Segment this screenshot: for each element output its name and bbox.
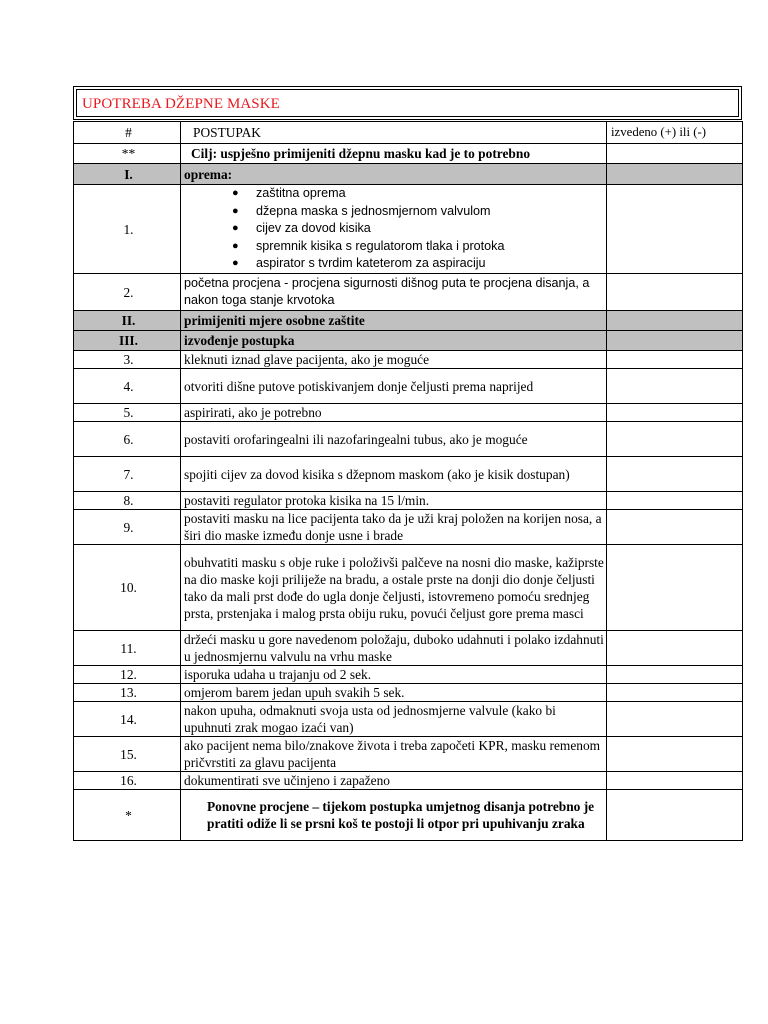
row-result-cell[interactable] <box>607 404 743 422</box>
row-num: 9. <box>74 510 181 545</box>
title-inner-border <box>76 89 739 117</box>
row-num: 13. <box>74 684 181 702</box>
row-result-cell[interactable] <box>607 492 743 510</box>
table-row <box>74 492 743 510</box>
page-title: UPOTREBA DŽEPNE MASKE <box>82 96 280 112</box>
row-text: nakon upuha, odmaknuti svoja usta od jednosmjerne valvule (kako bi upuhnuti zrak mogao izaći van) <box>181 702 607 737</box>
row-num: 3. <box>74 351 181 369</box>
final-text: Ponovne procjene – tijekom postupka umjetnog disanja potrebno je pratiti odiže li se prsni koš te postoji li otpor pri upuhivanju zraka <box>181 790 607 841</box>
table-row <box>74 737 743 772</box>
row-result-cell[interactable] <box>607 666 743 684</box>
row-num: 16. <box>74 772 181 790</box>
table-row <box>74 510 743 545</box>
header-postupak: POSTUPAK <box>181 122 607 144</box>
header-izvedeno: izvedeno (+) ili (-) <box>607 122 743 144</box>
row-result-cell[interactable] <box>607 422 743 457</box>
row-text: otvoriti dišne putove potiskivanjem donje čeljusti prema naprijed <box>181 369 607 404</box>
section-1-text: oprema: <box>181 164 607 185</box>
table-row <box>74 457 743 492</box>
section-2-text: primijeniti mjere osobne zaštite <box>181 311 607 331</box>
equipment-list-cell <box>181 185 607 274</box>
row-text: početna procjena - procjena sigurnosti dišnog puta te procjena disanja, a nakon toga stanje krvotoka <box>181 274 607 311</box>
row-num: 15. <box>74 737 181 772</box>
row-text: obuhvatiti masku s obje ruke i položivši palčeve na nosni dio maske, kažiprste na dio maske koji priliježe na bradu, a ostale prste na donji dio donje čeljusti tako da mali prst dođe do ugla donje čeljusti, istovremeno pomoću srednjeg prsta, prstenjaka i malog prsta obiju ruku, povući čeljust gore prema masci <box>181 545 607 631</box>
section-2-num: II. <box>74 311 181 331</box>
row-num: 10. <box>74 545 181 631</box>
bullet-icon: ● <box>232 187 239 200</box>
bullet-icon: ● <box>232 222 239 235</box>
section-row-2 <box>74 311 743 331</box>
bullet-icon: ● <box>232 257 239 270</box>
cilj-row <box>74 144 743 164</box>
section-3-result-cell <box>607 331 743 351</box>
table-row <box>74 666 743 684</box>
row-num: 8. <box>74 492 181 510</box>
row-result-cell[interactable] <box>607 545 743 631</box>
row-text: postaviti masku na lice pacijenta tako da je uži kraj položen na korijen nosa, a širi dio maske između donje usne i brade <box>181 510 607 545</box>
table-row <box>74 545 743 631</box>
row-text: postaviti regulator protoka kisika na 15 l/min. <box>181 492 607 510</box>
table-row <box>74 702 743 737</box>
final-result-cell[interactable] <box>607 790 743 841</box>
row-result-cell[interactable] <box>607 684 743 702</box>
table-row <box>74 772 743 790</box>
row-result-cell[interactable] <box>607 274 743 311</box>
list-item: ● cijev za dovod kisika <box>232 220 606 238</box>
row-num: 6. <box>74 422 181 457</box>
list-item: ● aspirator s tvrdim kateterom za aspiraciju <box>232 255 606 273</box>
row-text: postaviti orofaringealni ili nazofaringealni tubus, ako je moguće <box>181 422 607 457</box>
table-row <box>74 351 743 369</box>
cilj-num: ** <box>74 144 181 164</box>
section-2-result-cell <box>607 311 743 331</box>
table-row <box>74 185 743 274</box>
row-text: kleknuti iznad glave pacijenta, ako je moguće <box>181 351 607 369</box>
table-row <box>74 404 743 422</box>
row-result-cell[interactable] <box>607 351 743 369</box>
list-item: ● spremnik kisika s regulatorom tlaka i protoka <box>232 238 606 256</box>
row-num: 1. <box>74 185 181 274</box>
bullet-icon: ● <box>232 204 239 217</box>
table-row <box>74 684 743 702</box>
final-row <box>74 790 743 841</box>
row-text: ako pacijent nema bilo/znakove života i treba započeti KPR, masku remenom pričvrstiti za glavu pacijenta <box>181 737 607 772</box>
section-3-text: izvođenje postupka <box>181 331 607 351</box>
equipment-list <box>184 185 606 273</box>
row-text: omjerom barem jedan upuh svakih 5 sek. <box>181 684 607 702</box>
row-text: spojiti cijev za dovod kisika s džepnom maskom (ako je kisik dostupan) <box>181 457 607 492</box>
row-result-cell[interactable] <box>607 185 743 274</box>
row-num: 2. <box>74 274 181 311</box>
row-result-cell[interactable] <box>607 457 743 492</box>
section-row-3 <box>74 331 743 351</box>
row-num: 5. <box>74 404 181 422</box>
list-item: ● zaštitna oprema <box>232 185 606 203</box>
procedure-table <box>73 121 743 841</box>
row-text: isporuka udaha u trajanju od 2 sek. <box>181 666 607 684</box>
row-result-cell[interactable] <box>607 510 743 545</box>
list-item: ● džepna maska s jednosmjernom valvulom <box>232 203 606 221</box>
final-num: * <box>74 790 181 841</box>
row-result-cell[interactable] <box>607 737 743 772</box>
row-text: dokumentirati sve učinjeno i zapaženo <box>181 772 607 790</box>
title-box <box>73 86 742 120</box>
section-1-num: I. <box>74 164 181 185</box>
table-row <box>74 369 743 404</box>
section-row-1 <box>74 164 743 185</box>
cilj-result-cell[interactable] <box>607 144 743 164</box>
row-result-cell[interactable] <box>607 772 743 790</box>
cilj-text: Cilj: uspješno primijeniti džepnu masku kad je to potrebno <box>181 144 607 164</box>
row-num: 7. <box>74 457 181 492</box>
row-text: držeći masku u gore navedenom položaju, duboko udahnuti i polako izdahnuti u jednosmjernu valvulu na vrhu maske <box>181 631 607 666</box>
row-num: 14. <box>74 702 181 737</box>
header-num: # <box>74 122 181 144</box>
row-result-cell[interactable] <box>607 631 743 666</box>
section-3-num: III. <box>74 331 181 351</box>
row-num: 12. <box>74 666 181 684</box>
header-row <box>74 122 743 144</box>
row-text: aspirirati, ako je potrebno <box>181 404 607 422</box>
row-num: 11. <box>74 631 181 666</box>
row-result-cell[interactable] <box>607 702 743 737</box>
bullet-icon: ● <box>232 239 239 252</box>
section-1-result-cell <box>607 164 743 185</box>
row-num: 4. <box>74 369 181 404</box>
table-row <box>74 422 743 457</box>
table-row <box>74 631 743 666</box>
table-row <box>74 274 743 311</box>
row-result-cell[interactable] <box>607 369 743 404</box>
